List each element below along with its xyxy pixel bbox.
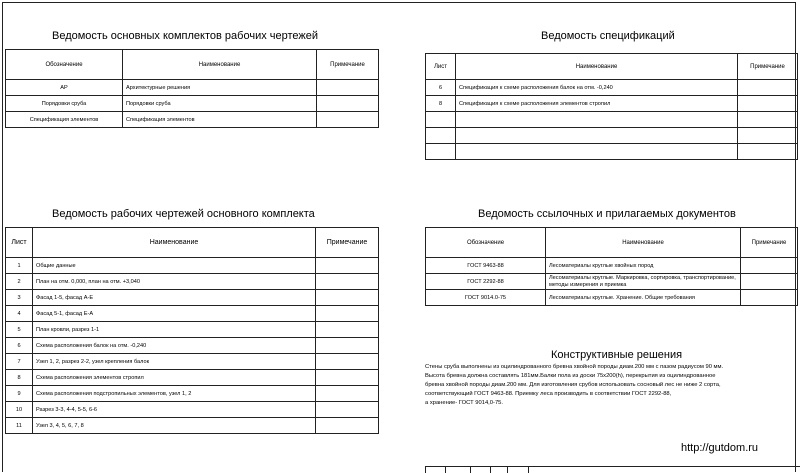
notes-line: соответствующий ГОСТ 9463-88. Приемку леса производить в соответствии ГОСТ 2292-88, bbox=[425, 391, 672, 397]
col-header: Примечание bbox=[316, 228, 379, 258]
t4-title: Ведомость ссылочных и прилагаемых документов bbox=[478, 208, 736, 220]
table-row: 10 Разрез 3-3, 4-4, 5-5, 6-6 bbox=[6, 402, 379, 418]
col-header: Наименование bbox=[123, 50, 317, 80]
notes-line: Стены сруба выполнены из оцилиндрованного бревна хвойной породы диам.200 мм с пазом радиусом 90 мм. bbox=[425, 364, 724, 370]
col-header: Обозначение bbox=[6, 50, 123, 80]
col-header: Наименование bbox=[546, 228, 741, 258]
col-header: Лист bbox=[6, 228, 33, 258]
table-row: Порядовки сруба Порядовки сруба bbox=[6, 96, 379, 112]
table-row: 1 Общие данные bbox=[6, 258, 379, 274]
notes-line: а хранение- ГОСТ 9014,0-75. bbox=[425, 400, 503, 406]
table-row: ГОСТ 9463-88 Лесоматериалы круглые хвойных пород bbox=[426, 258, 798, 274]
table-row: 5 План кровли, разрез 1-1 bbox=[6, 322, 379, 338]
notes-title: Конструктивные решения bbox=[551, 349, 683, 361]
table-row: 8 Спецификация к схеме расположения элементов стропил bbox=[426, 96, 798, 112]
table-row: АР Архитектурные решения bbox=[6, 80, 379, 96]
col-header: Примечание bbox=[741, 228, 798, 258]
t3-title: Ведомость рабочих чертежей основного комплекта bbox=[52, 208, 315, 220]
reference-documents-table bbox=[425, 227, 798, 306]
working-drawings-table bbox=[5, 227, 379, 434]
col-header: Наименование bbox=[33, 228, 316, 258]
table-row: 8 Схема расположения элементов стропил bbox=[6, 370, 379, 386]
main-sets-table bbox=[5, 49, 379, 128]
table-row: ГОСТ 2292-88 Лесоматериалы круглые. Маркировка, сортировка, транспортирование, методы измерения и приемка bbox=[426, 274, 798, 290]
table-row: ГОСТ 9014.0-75 Лесоматериалы круглые. Хранение. Общие требования bbox=[426, 290, 798, 306]
notes-text bbox=[425, 363, 800, 408]
col-header: Примечание bbox=[738, 54, 798, 80]
notes-line: Высота бревна должна составлять 181мм.Балки пола из доски 75х200(h), перекрытия из оцилиндрованное bbox=[425, 373, 716, 379]
col-header: Лист bbox=[426, 54, 456, 80]
notes-line: бревна хвойной породы диам.200 мм. Для изготовления срубов использовать сосновый лес не ниже 2 сорта, bbox=[425, 382, 721, 388]
table-row: 9 Схема расположения подстропильных элементов, узел 1, 2 bbox=[6, 386, 379, 402]
table-row: 2 План на отм. 0,000, план на отм. +3,040 bbox=[6, 274, 379, 290]
table-row: Спецификация элементов Спецификация элементов bbox=[6, 112, 379, 128]
table-row bbox=[426, 112, 798, 128]
table-row bbox=[426, 128, 798, 144]
table-row: 3 Фасад 1-5, фасад А-Е bbox=[6, 290, 379, 306]
table-row: 11 Узел 3, 4, 5, 6, 7, 8 bbox=[6, 418, 379, 434]
table-row bbox=[426, 144, 798, 160]
t1-title: Ведомость основных комплектов рабочих чертежей bbox=[52, 30, 319, 42]
table-row: 6 Схема расположения балок на отм. -0,240 bbox=[6, 338, 379, 354]
col-header: Наименование bbox=[456, 54, 738, 80]
col-header: Примечание bbox=[317, 50, 379, 80]
site-url: http://gutdom.ru bbox=[681, 442, 759, 454]
table-row: 4 Фасад 5-1, фасад Е-А bbox=[6, 306, 379, 322]
table-row: 6 Спецификация к схеме расположения балок на отм. -0,240 bbox=[426, 80, 798, 96]
specifications-table bbox=[425, 53, 798, 160]
col-header: Обозначение bbox=[426, 228, 546, 258]
table-row: 7 Узел 1, 2, разрез 2-2, узел крепления балок bbox=[6, 354, 379, 370]
t2-title: Ведомость спецификаций bbox=[541, 30, 675, 42]
